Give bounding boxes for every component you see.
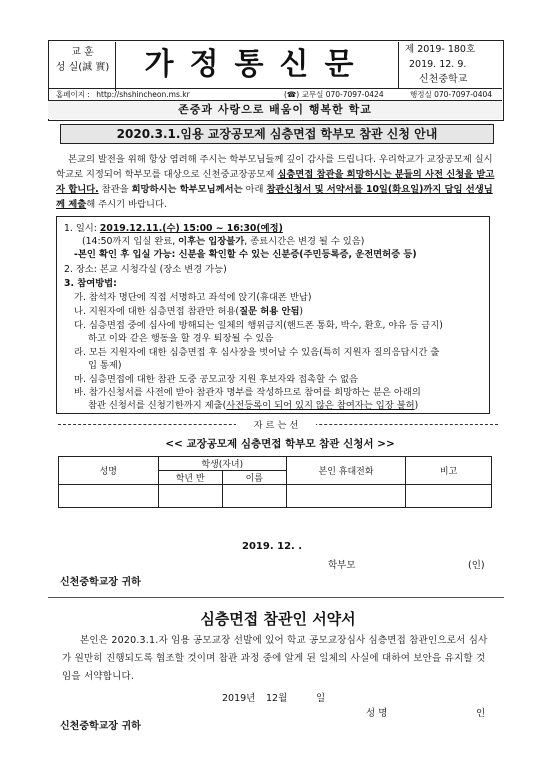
intro-text: 아래 bbox=[242, 184, 267, 195]
method-ba-cont bbox=[88, 399, 508, 412]
method-da: 다. 심층면접 중에 심사에 방해되는 일체의 행위금지(핸드폰 통화, 박수, 환호, 야유 등 금지) bbox=[74, 320, 443, 331]
intro-emphasis: 참관신청서 및 서약서를 10일(화요일)까지 담임 선생님께 제출 bbox=[56, 184, 493, 210]
intro-text: 참관을 bbox=[98, 184, 132, 195]
section-divider bbox=[48, 597, 504, 598]
detail-label: 1. 일시: bbox=[64, 223, 100, 234]
application-table bbox=[58, 456, 492, 508]
form-parent-label: 학부모 bbox=[328, 560, 356, 571]
col-student-header: 학생(자녀) bbox=[158, 457, 286, 471]
detail-text: , 종료시간은 변경 될 수 있음) bbox=[244, 236, 365, 247]
homepage-link[interactable]: http://shshincheon.ms.kr bbox=[96, 90, 190, 99]
detail-text: (14:50까지 입실 완료, bbox=[82, 236, 179, 247]
oath-body: 본인은 2020.3.1.자 임용 공모교장 선발에 있어 학교 공모교장심사 심층면접 참관인으로서 심사가 원만히 진행되도록 협조할 것이며 참관 과정 중에 알게 된 일체의 사실에 대하여 보안을 유지할 것임을 서약합니다. bbox=[62, 635, 488, 682]
motto-line2: 성 실(誠 實) bbox=[55, 62, 110, 73]
homepage-label: 홈페이지 : bbox=[56, 90, 90, 99]
detail-emphasis: 사전등록이 되어 있지 않은 참여자는 입장 불허 bbox=[226, 400, 415, 411]
oath-sign-label: 성 명 bbox=[366, 708, 388, 719]
issue-number: 제 2019- 180호 bbox=[405, 44, 476, 55]
cut-line-label: 자 르 는 선 bbox=[236, 417, 316, 431]
method-na bbox=[74, 305, 494, 318]
method-ra: 라. 모든 지원자에 대한 심층면접 후 심사장을 벗어날 수 있음(특히 지원자 질의응답시간 출 bbox=[74, 347, 440, 358]
input-note[interactable] bbox=[406, 485, 492, 508]
oath-year: 2019년 bbox=[222, 693, 256, 704]
school-name: 신천중학교 bbox=[419, 74, 468, 85]
form-sign-mark: (인) bbox=[468, 560, 485, 571]
issue-date: 2019. 12. 9. bbox=[409, 59, 467, 70]
col-name-header: 성명 bbox=[59, 457, 159, 485]
office-phone: (☎) 교무실 070-7097-0424 bbox=[284, 90, 384, 99]
method-ga: 가. 참석자 명단에 직접 서명하고 좌석에 앉기(휴대폰 반납) bbox=[74, 292, 312, 303]
input-student-name[interactable] bbox=[222, 485, 286, 508]
admin-phone: 행정실 070-7097-0404 bbox=[410, 90, 493, 99]
intro-text: 해 주시기 바랍니다. bbox=[86, 199, 167, 210]
page-title: 가정통신문 bbox=[144, 47, 370, 82]
contact-info bbox=[56, 90, 496, 100]
divider bbox=[48, 88, 502, 89]
detail-text: 나. 지원자에 대한 심층면접 참관만 허용( bbox=[74, 306, 240, 317]
detail-emphasis: 이후는 입장불가 bbox=[178, 236, 245, 247]
detail-date bbox=[64, 222, 484, 235]
detail-text: 참관 신청서를 신청기한까지 제출( bbox=[88, 400, 227, 411]
detail-method-title: 3. 참여방법: bbox=[64, 278, 117, 289]
col-note-header: 비고 bbox=[406, 457, 492, 485]
input-name[interactable] bbox=[59, 485, 159, 508]
form-date: 2019. 12. . bbox=[242, 541, 303, 552]
input-grade[interactable] bbox=[158, 485, 222, 508]
detail-time-note bbox=[82, 235, 502, 248]
oath-day: 일 bbox=[316, 693, 326, 704]
col-phone-header: 본인 휴대전화 bbox=[286, 457, 405, 485]
detail-id-check: -본인 확인 후 입실 가능: 신분을 확인할 수 있는 신분증(주민등록증, 운전면허증 등) bbox=[74, 249, 417, 260]
notice-headline: 2020.3.1.임용 교장공모제 심층면접 학부모 참관 신청 안내 bbox=[60, 124, 494, 144]
input-phone[interactable] bbox=[286, 485, 405, 508]
col-sname-header: 이름 bbox=[222, 471, 286, 485]
detail-place: 2. 장소: 본교 시청각실 (장소 변경 가능) bbox=[64, 264, 227, 275]
detail-text: ) bbox=[299, 306, 304, 317]
oath-recipient: 신천중학교장 귀하 bbox=[60, 721, 141, 732]
intro-text: 본교의 발전을 위해 항상 염려해 주시는 학부모님들께 깊이 감사를 드립니다. 우리학교가 교장공모제 실시학교로 지정되어 학부모를 대상으로 신천중교장공모제 bbox=[56, 154, 493, 180]
method-ra-cont: 입 통제) bbox=[88, 360, 122, 371]
motto-line1: 교 훈 bbox=[71, 47, 94, 58]
school-motto bbox=[50, 42, 116, 91]
intro-emphasis: 심층면접 참관을 희망하시는 분들의 사전 신청을 받고자 합니다. bbox=[56, 169, 495, 195]
oath-month: 12월 bbox=[266, 693, 288, 704]
detail-text: ) bbox=[414, 400, 419, 411]
school-slogan: 존중과 사랑으로 배움이 행복한 학교 bbox=[48, 101, 502, 119]
intro-paragraph bbox=[56, 152, 496, 212]
form-recipient: 신천중학교장 귀하 bbox=[60, 577, 141, 588]
detail-date-value: 2019.12.11.(수) 15:00 ~ 16:30(예정) bbox=[99, 223, 283, 234]
oath-sign-mark: 인 bbox=[476, 708, 486, 719]
col-grade-header: 학년 반 bbox=[158, 471, 222, 485]
oath-title: 심층면접 참관인 서약서 bbox=[200, 610, 356, 628]
method-ba: 바. 참가신청서를 사전에 받아 참관자 명부를 작성하므로 참여를 희망하는 분은 아래의 bbox=[74, 387, 421, 398]
application-form-title: << 교장공모제 심층면접 학부모 참관 신청서 >> bbox=[165, 438, 395, 450]
detail-emphasis: 질문 허용 안됨 bbox=[239, 306, 300, 317]
issue-info bbox=[398, 42, 509, 88]
intro-emphasis: 희망하시는 학부모님께서는 bbox=[131, 184, 243, 195]
method-ma: 마. 심층면접에 대한 참관 도중 공모교장 지원 후보자와 접촉할 수 없음 bbox=[74, 374, 358, 385]
method-da-cont: 하고 이와 같은 행동을 할 경우 퇴장될 수 있음 bbox=[88, 333, 274, 344]
